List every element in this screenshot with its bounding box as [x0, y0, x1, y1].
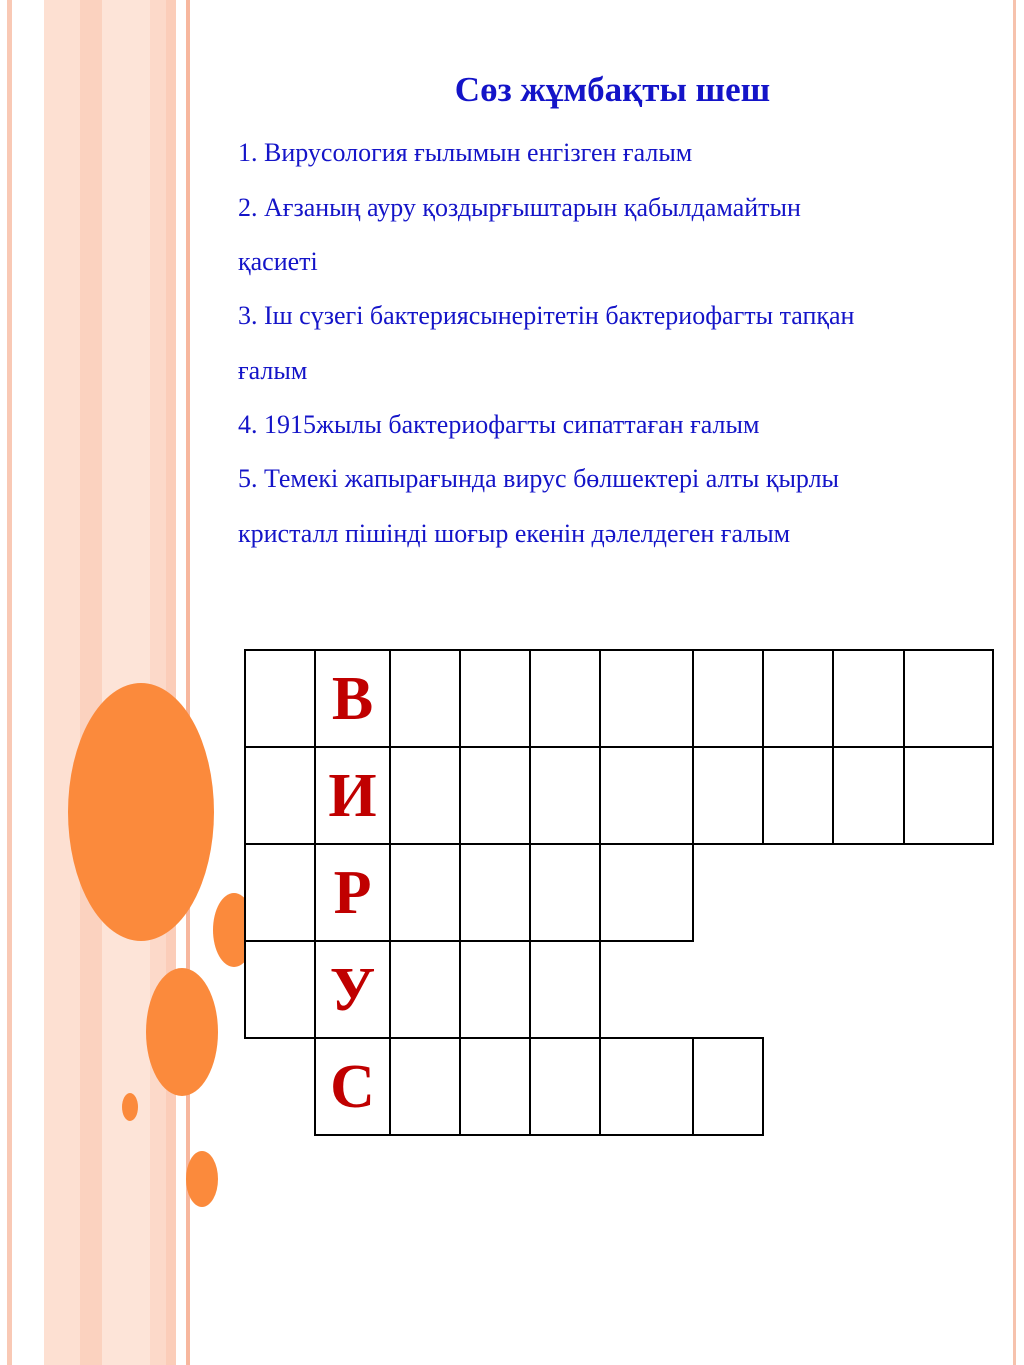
crossword-cell [244, 746, 316, 845]
decorative-circle [146, 968, 218, 1096]
keyword-letter: В [331, 664, 374, 733]
crossword-cell [459, 1037, 531, 1136]
clue-line: ғалым [238, 356, 308, 385]
clue-line: қасиеті [238, 247, 318, 276]
crossword-cell [832, 649, 905, 748]
crossword-cell [529, 746, 601, 845]
crossword-cell [529, 1037, 601, 1136]
decorative-stripes [0, 0, 200, 1365]
crossword-cell [389, 843, 461, 942]
crossword-cell [692, 746, 764, 845]
crossword-cell [599, 649, 694, 748]
crossword-cell [244, 843, 316, 942]
clue-line: 2. Ағзаның ауру қоздырғыштарын қабылдамайтын [238, 193, 801, 222]
decorative-circle [68, 683, 214, 941]
crossword-cell [459, 843, 531, 942]
crossword-cell [529, 843, 601, 942]
crossword-cell [529, 940, 601, 1039]
clue-line: 3. Іш сүзегі бактериясынерітетін бактериофагты тапқан [238, 301, 855, 330]
decorative-circle [186, 1151, 218, 1207]
crossword-cell [244, 940, 316, 1039]
clue-line: 4. 1915жылы бактериофагты сипаттаған ғалым [238, 410, 760, 439]
keyword-letter: Р [333, 858, 372, 927]
decorative-circle [122, 1093, 138, 1121]
clue-line: 1. Вирусология ғылымын енгізген ғалым [238, 138, 693, 167]
crossword-cell [692, 1037, 764, 1136]
crossword-cell [762, 649, 834, 748]
crossword-cell [459, 940, 531, 1039]
crossword-key-cell [314, 649, 391, 748]
crossword-cell [903, 746, 994, 845]
crossword-cell [903, 649, 994, 748]
clue-line: кристалл пішінді шоғыр екенін дәлелдеген ғалым [238, 519, 791, 548]
keyword-letter: С [330, 1052, 375, 1121]
crossword-key-cell [314, 746, 391, 845]
crossword-cell [389, 649, 461, 748]
crossword-cell [599, 1037, 694, 1136]
keyword-letter: И [328, 761, 377, 830]
clue-line: 5. Темекі жапырағында вирус бөлшектері алты қырлы [238, 464, 840, 493]
crossword-key-cell [314, 843, 391, 942]
crossword-cell [762, 746, 834, 845]
crossword-key-cell [314, 940, 391, 1039]
crossword-cell [832, 746, 905, 845]
keyword-letter: У [329, 955, 376, 1024]
page-title: Сөз жұмбақты шеш [454, 70, 771, 109]
crossword-cell [389, 1037, 461, 1136]
crossword-cell [244, 649, 316, 748]
crossword-key-cell [314, 1037, 391, 1136]
crossword-cell [692, 649, 764, 748]
crossword-cell [389, 940, 461, 1039]
crossword-cell [459, 649, 531, 748]
decorative-border-line [1013, 0, 1016, 1365]
crossword-cell [599, 746, 694, 845]
crossword-cell [459, 746, 531, 845]
crossword-cell [599, 843, 694, 942]
crossword-cell [529, 649, 601, 748]
crossword-cell [389, 746, 461, 845]
